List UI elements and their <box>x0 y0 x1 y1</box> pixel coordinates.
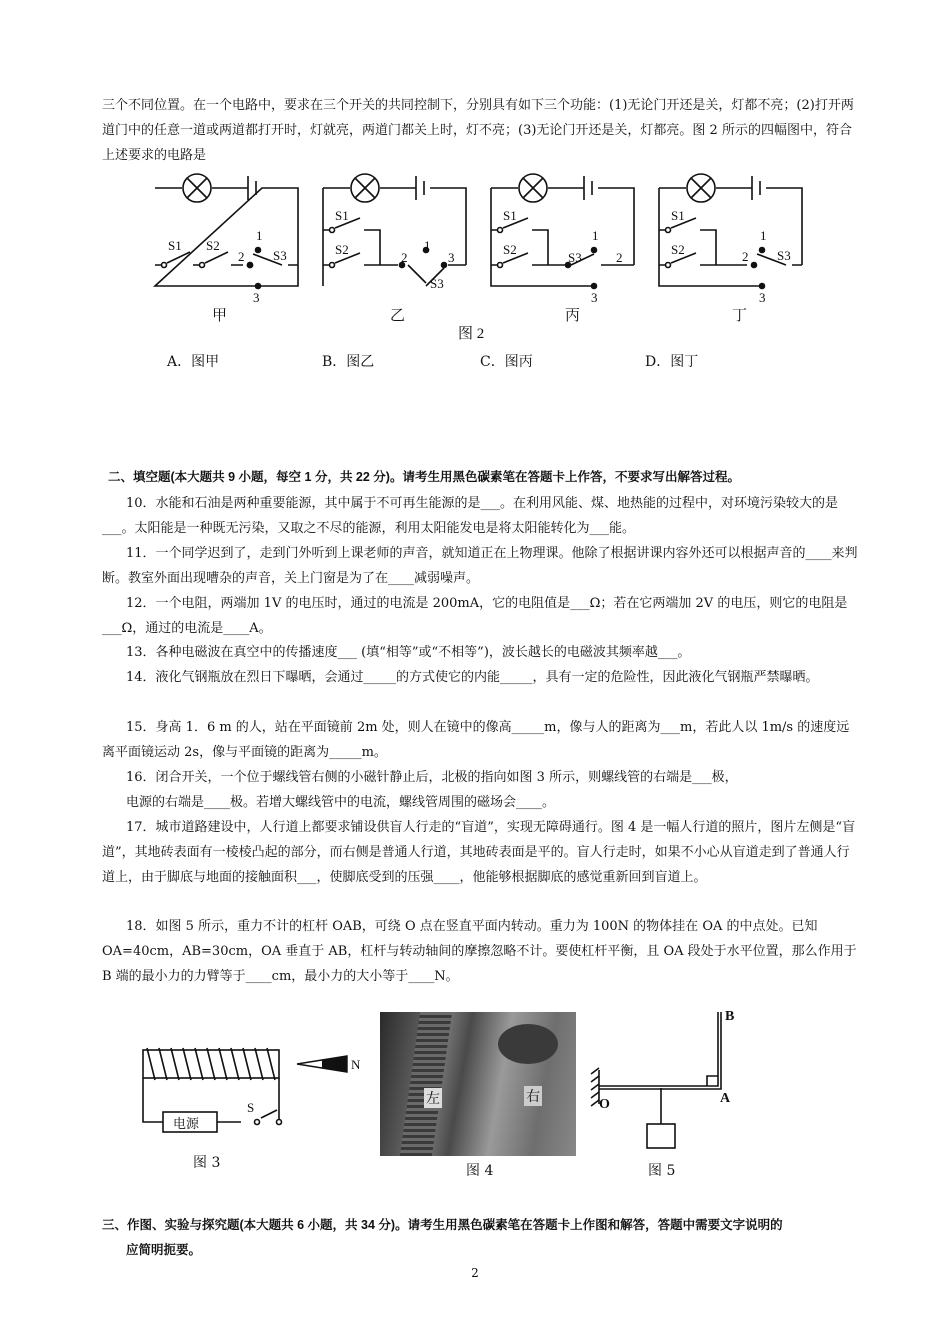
question-16b: 电源的右端是____极。若增大螺线管中的电流，螺线管周围的磁场会____。 <box>126 795 556 810</box>
figure-2 <box>140 168 820 368</box>
q9-stem: 三个不同位置。在一个电路中，要求在三个开关的共同控制下，分别具有如下三个功能：(1)无论门开还是关，灯都不亮；(2)打开两道门中的任意一道或两道都打开时，灯就亮，两道门都关上时，灯不亮；(3)无论门开还是关，灯都亮。图 2 所示的四幅图中，符合上述要求的电路是 <box>102 98 854 163</box>
label-1: 1 <box>592 228 599 243</box>
question-14: 14．液化气钢瓶放在烈日下曝晒，会通过_____的方式使它的内能_____，具有一定的危险性，因此液化气钢瓶严禁曝晒。 <box>126 670 819 685</box>
figure-4-caption: 图 4 <box>466 1163 494 1179</box>
label-1: 1 <box>424 238 431 253</box>
circuit-label-bing: 丙 <box>565 308 581 324</box>
circuit-ding <box>659 174 802 289</box>
label-2: 2 <box>401 250 408 265</box>
label-s1: S1 <box>503 208 517 223</box>
circuit-bing <box>491 174 634 289</box>
switch-label: S <box>247 1100 255 1115</box>
fig4-right-label: 右 <box>524 1086 542 1106</box>
question-17: 17．城市道路建设中，人行道上都要求铺设供盲人行走的“盲道”，实现无障碍通行。图 4 是一幅人行道的照片，图片左侧是“盲道”，其地砖表面有一棱棱凸起的部分，而右侧是普通人行道，其地砖表面是平的。盲人行走时，如果不小心从盲道走到了普通人行道上，由于脚底与地面的接触面积___，使脚底受到的压强____，他能够根据脚底的感觉重新回到盲道上。 <box>102 820 856 885</box>
question-12: 12．一个电阻，两端加 1V 的电压时，通过的电流是 200mA，它的电阻值是___Ω；若在它两端加 2V 的电压，则它的电阻是___Ω，通过的电流是____A。 <box>102 596 848 636</box>
label-s1: S1 <box>168 238 182 253</box>
label-s1: S1 <box>671 208 685 223</box>
circuit-label-ding: 丁 <box>732 308 748 324</box>
figure-3-caption: 图 3 <box>193 1155 221 1171</box>
page-number: 2 <box>471 1266 479 1280</box>
point-o-label: O <box>599 1097 610 1112</box>
point-a-label: A <box>720 1091 731 1106</box>
question-15: 15．身高 1．6 m 的人，站在平面镜前 2m 处，则人在镜中的像高_____m，像与人的距离为___m，若此人以 1m/s 的速度远离平面镜运动 2s，像与平面镜的距离为_____m。 <box>102 720 850 760</box>
section-3-heading: 三、作图、实验与探究题(本大题共 6 小题，共 34 分)。请考生用黑色碳素笔在答题卡上作图和解答，答题中需要文字说明的 <box>102 1218 783 1232</box>
label-s3: S3 <box>777 248 791 263</box>
label-2: 2 <box>238 249 245 264</box>
label-1: 1 <box>256 228 263 243</box>
question-11: 11．一个同学迟到了，走到门外听到上课老师的声音，就知道正在上物理课。他除了根据讲课内容外还可以根据声音的____来判断。教室外面出现嘈杂的声音，关上门窗是为了在____减弱噪声。 <box>102 546 858 586</box>
figure-2-caption: 图 2 <box>458 326 485 342</box>
section-2-heading: 二、填空题(本大题共 9 小题，每空 1 分，共 22 分)。请考生用黑色碳素笔在答题卡上作答，不要求写出解答过程。 <box>108 470 740 484</box>
north-label: N <box>351 1057 361 1072</box>
label-s1: S1 <box>335 208 349 223</box>
fig4-left-label: 左 <box>424 1088 442 1108</box>
point-b-label: B <box>725 1009 735 1024</box>
label-s2: S2 <box>671 242 685 257</box>
figure-5 <box>585 1000 755 1160</box>
label-3: 3 <box>759 290 766 305</box>
option-c: C．图丙 <box>480 354 533 370</box>
label-2: 2 <box>616 250 623 265</box>
figure-5-caption: 图 5 <box>648 1163 676 1179</box>
circuit-jia <box>155 174 298 289</box>
label-3: 3 <box>253 290 260 305</box>
option-b: B．图乙 <box>322 354 375 370</box>
label-s2: S2 <box>335 242 349 257</box>
label-s3: S3 <box>273 248 287 263</box>
figure-4-photo <box>380 1012 576 1156</box>
option-d: D．图丁 <box>645 354 699 370</box>
power-label: 电源 <box>173 1116 200 1131</box>
question-16a: 16．闭合开关，一个位于螺线管右侧的小磁针静止后，北极的指向如图 3 所示，则螺线管的右端是___极， <box>126 770 738 785</box>
label-3: 3 <box>448 250 455 265</box>
label-3: 3 <box>591 290 598 305</box>
label-2: 2 <box>742 249 749 264</box>
question-18: 18．如图 5 所示，重力不计的杠杆 OAB，可绕 O 点在竖直平面内转动。重力为 100N 的物体挂在 OA 的中点处。已知 OA=40cm，AB=30cm，OA 垂直于 AB，杠杆与转动轴间的摩擦忽略不计。要使杠杆平衡，且 OA 段处于水平位置，那么作用于 B 端的最小力的力臂等于____cm，最小力的大小等于____N。 <box>102 919 857 984</box>
section-3-heading-cont: 应简明扼要。 <box>126 1243 202 1257</box>
option-a: A．图甲 <box>167 354 220 370</box>
circuit-label-jia: 甲 <box>212 308 228 324</box>
label-1: 1 <box>760 228 767 243</box>
label-s3: S3 <box>568 250 582 265</box>
label-s2: S2 <box>503 242 517 257</box>
circuit-label-yi: 乙 <box>390 308 406 324</box>
label-s3: S3 <box>430 276 444 291</box>
label-s2: S2 <box>206 238 220 253</box>
circuit-yi <box>323 174 466 286</box>
question-13: 13．各种电磁波在真空中的传播速度___ (填“相等”或“不相等”)，波长越长的电磁波其频率越___。 <box>126 645 691 660</box>
question-10: 10．水能和石油是两种重要能源，其中属于不可再生能源的是___。在利用风能、煤、地热能的过程中，对环境污染较大的是___。太阳能是一种既无污染，又取之不尽的能源，利用太阳能发电是将太阳能转化为___能。 <box>102 496 839 536</box>
figure-3 <box>135 1040 375 1180</box>
